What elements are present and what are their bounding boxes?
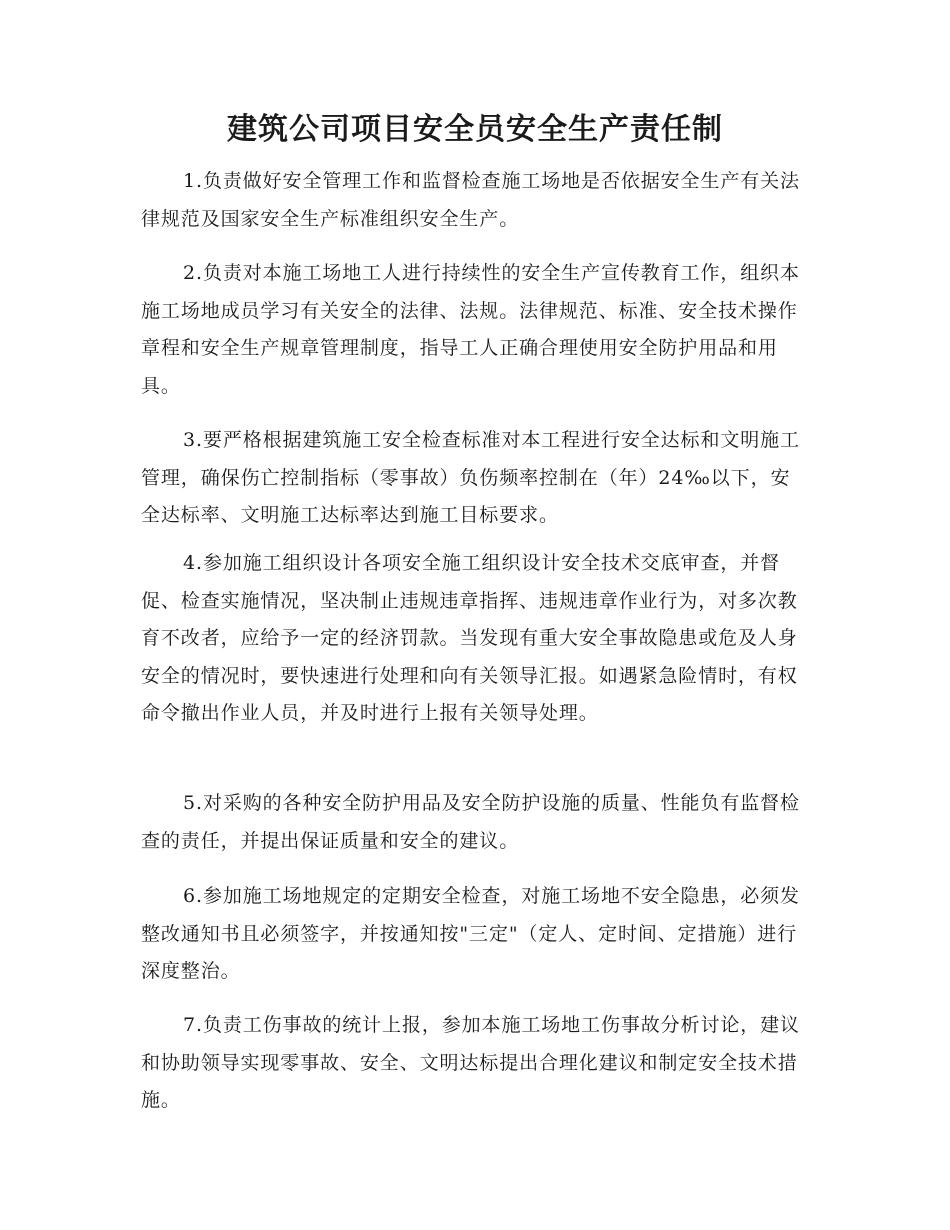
paragraph-3 <box>141 422 801 535</box>
paragraph-6 <box>141 878 801 991</box>
paragraph-4 <box>141 545 801 733</box>
paragraph-5-text: 对采购的各种安全防护用品及安全防护设施的质量、性能负有监督检查的责任，并提出保证质量和安全的建议。 <box>141 792 800 852</box>
paragraph-5-number: 5. <box>183 792 203 814</box>
paragraph-2-text: 负责对本施工场地工人进行持续性的安全生产宣传教育工作，组织本施工场地成员学习有关安全的法律、法规。法律规范、标准、安全技术操作章程和安全生产规章管理制度，指导工人正确合理使用安全防护用品和用具。 <box>141 262 800 397</box>
paragraph-7-text: 负责工伤事故的统计上报，参加本施工场地工伤事故分析讨论，建议和协助领导实现零事故、安全、文明达标提出合理化建议和制定安全技术措施。 <box>141 1014 800 1111</box>
paragraph-4-number: 4. <box>183 552 203 574</box>
paragraph-2-number: 2. <box>183 262 203 284</box>
paragraph-1 <box>141 163 801 238</box>
paragraph-3-number: 3. <box>183 429 203 451</box>
paragraph-2 <box>141 255 801 405</box>
document-title: 建筑公司项目安全员安全生产责任制 <box>227 112 723 147</box>
paragraph-3-text: 要严格根据建筑施工安全检查标准对本工程进行安全达标和文明施工管理，确保伤亡控制指标（零事故）负伤频率控制在（年）24‰以下，安全达标率、文明施工达标率达到施工目标要求。 <box>141 429 800 526</box>
paragraph-7-number: 7. <box>183 1014 203 1036</box>
paragraph-5 <box>141 785 801 860</box>
paragraph-7 <box>141 1007 801 1120</box>
paragraph-1-number: 1. <box>183 170 203 192</box>
paragraph-1-text: 负责做好安全管理工作和监督检查施工场地是否依据安全生产有关法律规范及国家安全生产标准组织安全生产。 <box>141 170 800 230</box>
paragraph-4-text: 参加施工组织设计各项安全施工组织设计安全技术交底审查，并督促、检查实施情况，坚决制止违规违章指挥、违规违章作业行为，对多次教育不改者，应给予一定的经济罚款。当发现有重大安全事故隐患或危及人身安全的情况时，要快速进行处理和向有关领导汇报。如遇紧急险情时，有权命令撤出作业人员，并及时进行上报有关领导处理。 <box>141 552 798 724</box>
paragraph-6-text: 参加施工场地规定的定期安全检查，对施工场地不安全隐患，必须发整改通知书且必须签字，并按通知按"三定"（定人、定时间、定措施）进行深度整治。 <box>141 885 800 982</box>
paragraph-6-number: 6. <box>183 885 203 907</box>
